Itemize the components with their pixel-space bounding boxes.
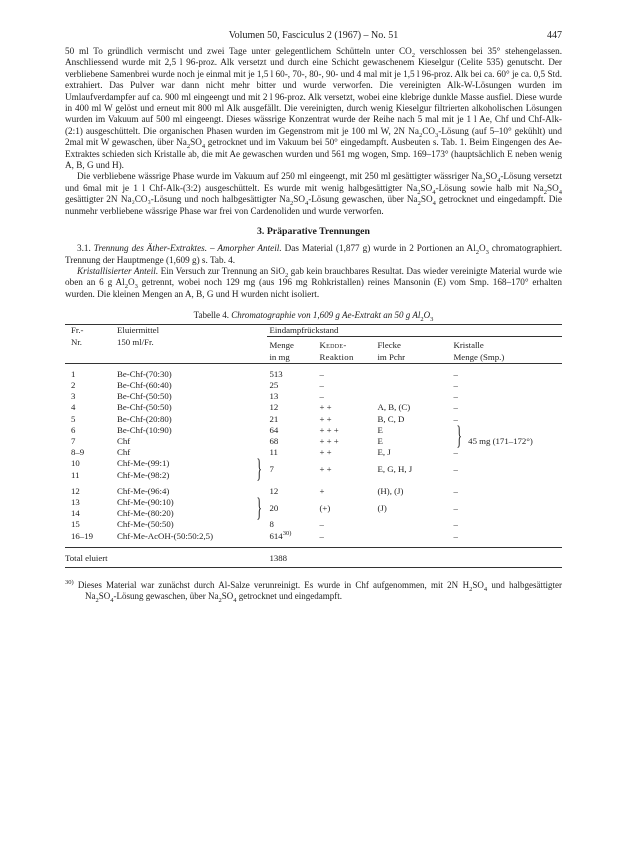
- cell-eluent: Chf-Me-(90:10): [117, 496, 174, 507]
- cell-flecke: E, J: [377, 447, 391, 458]
- cell-nr: 8–9: [71, 447, 85, 458]
- cell-kristalle: –: [453, 530, 458, 541]
- text-run: Die verbliebene wässrige Phase wurde im Vakuum auf 250 ml eingeengt, mit 250 ml gesättigter wässriger Na: [77, 171, 483, 182]
- cell-kristalle: –: [453, 413, 458, 424]
- cell-nr: 7: [71, 435, 76, 446]
- paragraph-aqueous-phase: [65, 171, 562, 217]
- text-run: Dieses Material war zunächst durch Al-Salze verunreinigt. Es wurde in Chf aufgenommen, mit 2: [73, 579, 452, 590]
- cell-nr: 1: [71, 368, 76, 379]
- cell-eluent: Be-Chf-(50:50): [117, 402, 172, 413]
- text-run: SO: [420, 182, 433, 193]
- italic-run: Trennung des Äther-Extraktes. – Amorpher Anteil.: [93, 243, 282, 254]
- text-run: SO: [190, 137, 202, 148]
- cell-menge: 8: [269, 519, 274, 530]
- cell-eluent: Chf-Me-(96:4): [117, 485, 170, 496]
- text-run: gesättigter 2: [65, 194, 111, 205]
- subscript: 2: [417, 200, 421, 208]
- subscript: 4: [432, 188, 436, 196]
- italic-run: Kristallisierter Anteil.: [77, 265, 159, 276]
- subscript: 2: [411, 51, 416, 59]
- text-run: Eluiermittel: [117, 325, 160, 336]
- paragraph-ether-extract: [65, 243, 562, 266]
- cell-menge: 12: [269, 402, 279, 413]
- bracket-column: [251, 436, 267, 447]
- footnote-marker: 30): [65, 578, 74, 586]
- cell-flecke: E: [377, 435, 383, 446]
- table-caption: [65, 310, 562, 323]
- subscript: 2: [482, 177, 486, 185]
- text-run: und halbgesättigter Na: [85, 579, 563, 602]
- text-run: Das Material (1,877 g) wurde in 2 Portionen an Al: [281, 243, 476, 254]
- cell-flecke: [375, 531, 451, 542]
- header-kedde: [317, 337, 375, 363]
- text-run: verschlossen bei 35° stehengelassen. Anschliessend wurde mit 2,5 l 96-proz. Alk versetzt und durch eine Schicht gewaschenem Kieselgur (Celite 535) genutscht. Der verbliebene Samenbrei wurde noch je einmal mit je 1,5 l 60-, 70-, 80-, 90- und 4 mal mit je 1,5 l 96-proz. Alk bei ca. 60° je ca. 0,5 Std. extrahiert. Das Pulver war dann nicht mehr bitter und wurde verworfen. Die vereinigten Alk-W-Lösungen wurden im Umlaufverdampfer auf ca. 900 ml eingeengt und mit 2 l 96-proz. Alk versetzt, wobei eine klebrige dunkle Masse ausfiel. Diese wurde in 400 ml W gelöst und erneut mit 800 ml Alk ausgefällt. Die vereinigten, durch wenig Kieselgur filtrierten alkoholischen Lösungen wurden im Vakuum auf 500 ml eingeengt. Dieses wässrige Konzentrat wurde der Reihe nach 5 mal mit je 1 l Ae, Chf und Chf-Alk-(2:1) ausgeschüttelt. Die organischen Phasen wurden im Gegenstrom mit je 100 ml W, 2: [65, 46, 562, 136]
- chromatography-table: [65, 324, 562, 568]
- cell-eluent: Be-Chf-(70:30): [117, 368, 172, 379]
- cell-nr: 13: [71, 496, 80, 507]
- cell-eluent: Be-Chf-(60:40): [117, 379, 172, 390]
- text-run: SO: [485, 171, 498, 182]
- cell-kedde: –: [319, 530, 324, 541]
- cell-nr: 6: [71, 424, 76, 435]
- cell-menge: 68: [269, 435, 279, 446]
- subscript: 4: [110, 596, 114, 604]
- header-eluent: 150 ml/Fr.: [117, 336, 154, 347]
- normality-symbol: N: [451, 579, 459, 590]
- bracket-column: [251, 380, 267, 391]
- cell-nr: 16–19: [71, 530, 93, 541]
- table-row: [65, 458, 562, 469]
- text-run: 614: [269, 530, 283, 541]
- cell-flecke: [375, 369, 451, 380]
- brace-glyph: }: [256, 454, 263, 484]
- table-row: [65, 425, 562, 436]
- text-run: Kristalle: [453, 340, 484, 351]
- brace-glyph: }: [256, 493, 263, 523]
- text-run: getrocknet und eingedampft. Die nunmehr verbliebene wässrige Phase war frei von Cardenoliden und wurde verworfen.: [65, 194, 563, 216]
- text-run: chromatographiert. Trennung der Hauptmenge (1,609 g) s. Tab. 4.: [65, 243, 562, 265]
- bracket-column: [251, 531, 267, 542]
- cell-kedde: + +: [319, 402, 332, 413]
- cell-eluent: Chf-Me-(80:20): [117, 508, 174, 519]
- cell-kedde: + + +: [319, 424, 339, 435]
- cell-kristalle: –: [453, 402, 458, 413]
- cell-kristalle: –: [453, 379, 458, 390]
- bracket-column: [251, 325, 267, 337]
- text-run: Kedde-: [319, 340, 347, 351]
- cell-menge: 7: [269, 463, 274, 474]
- subscript: 2: [475, 248, 479, 256]
- cell-nr: 15: [71, 519, 80, 530]
- section-heading: 3. Präparative Trennungen: [257, 226, 370, 238]
- bracket-column: [251, 454, 267, 484]
- text-run: Na₂CO₃: [120, 194, 151, 205]
- bracket-column: [251, 493, 267, 523]
- text-run: getrocknet und eingedampft.: [236, 591, 342, 602]
- paragraph-extraction: [65, 46, 562, 171]
- subscript: 2: [218, 596, 222, 604]
- text-run: -Lösung gewaschen, über Na: [113, 591, 219, 602]
- text-run: -Lösung sowie halb mit Na: [435, 182, 544, 193]
- subscript: 2: [417, 188, 421, 196]
- subscript: 4: [497, 177, 501, 185]
- cell-kedde: + +: [319, 413, 332, 424]
- header-fr-nr: Nr.: [71, 336, 82, 347]
- text-run: Menge (Smp.): [453, 351, 505, 362]
- bracket-column: [251, 369, 267, 380]
- table-row: [65, 519, 562, 530]
- page-number: 447: [547, 30, 562, 41]
- italic-run: O: [423, 310, 431, 321]
- total-label: Total eluiert: [65, 553, 267, 568]
- cell-eluent: Be-Chf-(10:90): [117, 424, 172, 435]
- cell-eluent: Chf: [117, 435, 131, 446]
- text-run: O: [479, 243, 486, 254]
- cell-eluent: Chf-Me-(99:1): [117, 458, 170, 469]
- cell-eluent: Be-Chf-(20:80): [117, 413, 172, 424]
- cell-menge: 12: [269, 485, 279, 496]
- text-run: 50 ml To gründlich vermischt und zwei Tage unter gelegentlichem Schütteln unter CO: [65, 46, 412, 56]
- cell-kedde: + +: [319, 447, 332, 458]
- text-run: -Lösung gewaschen, über Na: [308, 194, 418, 205]
- text-run: in mg: [269, 351, 290, 362]
- subscript: 2: [284, 271, 289, 279]
- text-run: Flecke: [377, 340, 401, 351]
- cell-nr: 14: [71, 508, 80, 519]
- text-run: SO: [293, 194, 305, 205]
- subscript: 3: [485, 248, 489, 256]
- text-run: 3.1.: [77, 243, 94, 254]
- subscript: 3: [435, 131, 439, 139]
- subscript: 2: [186, 143, 191, 151]
- cell-kristalle-grouped: [451, 420, 562, 450]
- cell-kedde: + + +: [319, 435, 339, 446]
- cell-menge: 11: [269, 447, 278, 458]
- subscript: 4: [233, 596, 237, 604]
- subscript: 2: [420, 315, 424, 323]
- cell-eluent: Chf: [117, 447, 131, 458]
- cell-kedde: –: [319, 519, 324, 530]
- cell-nr: 11: [71, 469, 80, 480]
- cell-nr: 5: [71, 413, 76, 424]
- table-row: [65, 497, 562, 508]
- cell-flecke: (J): [377, 502, 387, 513]
- cell-menge: 13: [269, 391, 279, 402]
- bracket-column: [251, 391, 267, 402]
- cell-kedde: +: [319, 485, 325, 496]
- text-run: SO: [221, 591, 234, 602]
- text-run: -Lösung und noch halbgesättigter Na: [150, 194, 290, 205]
- cell-flecke: [375, 391, 451, 402]
- normality-symbol: N: [110, 194, 118, 205]
- header-eluent: [115, 325, 251, 337]
- cell-flecke: A, B, (C): [377, 402, 411, 413]
- cell-flecke: [375, 380, 451, 391]
- text-run: getrocknet und im Vakuum bei 50° eingedampft. Ausbeuten s. Tab. 1. Beim Eingengen des Ae-Extraktes schieden sich Kristalle ab, die mit Ae gewaschen wurden und 561 mg wogen, Smp. 169–173° (hauptsächlich E neben wenig A, B, G und H).: [65, 137, 562, 171]
- text-run: O: [127, 277, 135, 288]
- table-row: [65, 391, 562, 402]
- text-run: Fr.-: [71, 325, 84, 336]
- subscript: 2: [289, 200, 294, 208]
- cell-kristalle: –: [453, 485, 458, 496]
- cell-menge: 21: [269, 413, 279, 424]
- crystal-amount: 45 mg (171–172°): [468, 435, 533, 446]
- text-run: SO: [98, 591, 111, 602]
- text-run: gab kein brauchbares Resultat. Das wieder vereinigte Material wurde wie oben an 6 g Al: [65, 265, 562, 288]
- cell-menge: 20: [269, 502, 279, 513]
- subscript: 4: [201, 143, 206, 151]
- cell-nr: 12: [71, 485, 80, 496]
- subscript: 2: [95, 596, 99, 604]
- text-run: im Pchr: [377, 351, 406, 362]
- subscript: 4: [304, 200, 309, 208]
- cell-eluent: Chf-Me-AcOH-(50:50:2,5): [117, 530, 214, 541]
- footnote-ref: 30): [282, 529, 292, 537]
- cell-flecke: E: [377, 424, 383, 435]
- cell-menge: [267, 531, 317, 542]
- cell-kedde: –: [319, 391, 324, 402]
- text-run: -Lösung (auf 5–10° gekühlt) und 2mal mit W gewaschen, über Na: [65, 125, 562, 148]
- text-run: Reaktion: [319, 351, 354, 362]
- text-run: Ein Versuch zur Trennung an SiO: [158, 265, 285, 276]
- table-row: [65, 486, 562, 497]
- cell-flecke: E, G, H, J: [377, 463, 413, 474]
- cell-nr: 4: [71, 402, 76, 413]
- cell-kedde: (+): [319, 502, 331, 513]
- text-run: CO: [422, 125, 436, 136]
- header-fr-nr: [65, 325, 115, 337]
- text-run: H: [458, 579, 470, 590]
- normality-symbol: N: [398, 125, 406, 136]
- table-row: [65, 447, 562, 458]
- running-header: [65, 30, 562, 46]
- cell-eluent: Chf-Me-(98:2): [117, 469, 170, 480]
- cell-menge: 25: [269, 379, 279, 390]
- text-run: Tabelle 4.: [193, 310, 232, 321]
- text-run: Menge: [269, 340, 294, 351]
- table-total-row: [65, 553, 562, 568]
- bracket-column: [251, 337, 267, 363]
- header-kristalle: [451, 337, 562, 363]
- table-row: [65, 414, 562, 425]
- header-flecke: [375, 337, 451, 363]
- subscript: 2: [469, 585, 473, 593]
- running-title: Volumen 50, Fasciculus 2 (1967) – No. 51: [228, 30, 399, 41]
- cell-kristalle: –: [453, 519, 458, 530]
- text-run: -Lösung versetzt und 6mal mit je 1 l Chf-Alk-(3:2) ausgeschüttelt. Es wurde mit wenig halbgesättigter Na: [65, 171, 562, 193]
- table-row: [65, 369, 562, 380]
- italic-run: Chromatographie von 1,609 g Ae-Extrakt an 50 g Al: [231, 310, 421, 321]
- text-run: getrennt, wobei noch 129 mg (aus 196 mg Rohkristallen) reines Mansonin (E) vom Smp. 168–170° erhalten wurden. Die kleinen Mengen an A, B, G und H wurden nicht isoliert.: [65, 277, 562, 299]
- cell-kedde: –: [319, 368, 324, 379]
- cell-eluent: Be-Chf-(50:50): [117, 391, 172, 402]
- cell-flecke: [375, 519, 451, 530]
- cell-flecke: (H), (J): [377, 485, 404, 496]
- text-run: SO: [472, 579, 484, 590]
- cell-kristalle: –: [453, 368, 458, 379]
- total-value: 1388: [267, 553, 317, 568]
- table-header-row: [65, 325, 562, 337]
- subscript: 3: [430, 315, 434, 323]
- cell-eluent: Chf-Me-(50:50): [117, 519, 174, 530]
- spacer-cell: [317, 553, 562, 568]
- brace-glyph: }: [456, 420, 463, 450]
- cell-menge: 64: [269, 424, 279, 435]
- table-row: [65, 531, 562, 542]
- cell-nr: 10: [71, 458, 80, 469]
- table-row: [65, 402, 562, 413]
- subscript: 4: [483, 585, 488, 593]
- subscript: 4: [432, 200, 436, 208]
- cell-kristalle: –: [453, 502, 458, 513]
- text-run: Na: [405, 125, 419, 136]
- subscript: 2: [124, 283, 128, 291]
- cell-menge: 513: [269, 368, 283, 379]
- footnote: [65, 580, 562, 602]
- cell-kristalle: –: [453, 463, 458, 474]
- header-residue-group: Eindampfrückstand: [267, 325, 562, 337]
- cell-flecke: B, C, D: [377, 413, 405, 424]
- cell-kristalle: –: [453, 391, 458, 402]
- table-row: [65, 380, 562, 391]
- bracket-column: [251, 414, 267, 425]
- cell-nr: 2: [71, 379, 76, 390]
- subscript: 2: [419, 131, 423, 139]
- bracket-column: [251, 402, 267, 413]
- cell-kristalle: –: [453, 447, 458, 458]
- subscript: 4: [558, 188, 563, 196]
- cell-kedde: + +: [319, 463, 332, 474]
- text-run: SO: [547, 182, 559, 193]
- cell-nr: 3: [71, 391, 76, 402]
- paragraph-crystalline-part: [65, 266, 562, 300]
- journal-page: [65, 30, 562, 602]
- text-run: SO: [420, 194, 433, 205]
- subscript: 3: [134, 283, 138, 291]
- subscript: 2: [543, 188, 548, 196]
- bracket-column: [251, 425, 267, 436]
- header-menge: [267, 337, 317, 363]
- cell-kedde: –: [319, 379, 324, 390]
- table-header-row: [65, 337, 562, 363]
